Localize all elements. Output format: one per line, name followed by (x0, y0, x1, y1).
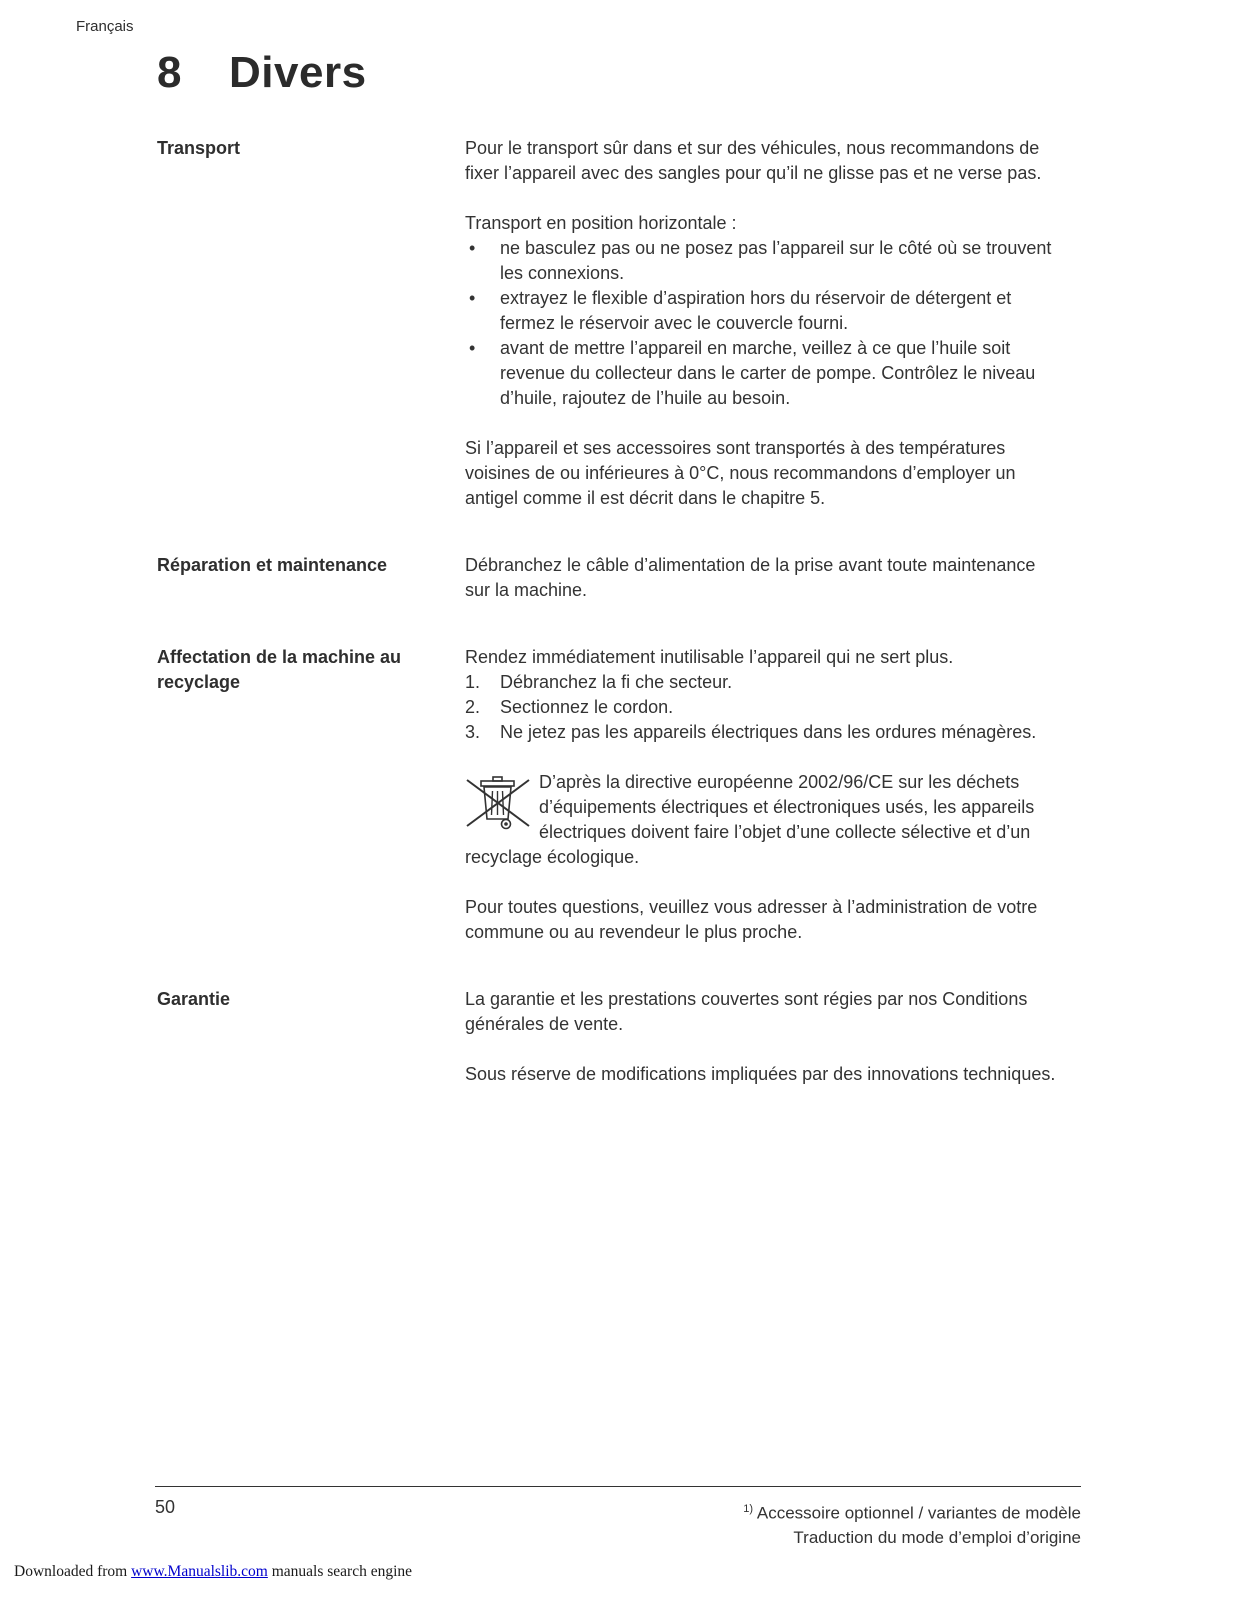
section-content-transport (465, 136, 1065, 511)
footnote-marker: 1) (743, 1503, 754, 1515)
chapter-number: 8 (157, 48, 182, 97)
language-label: Français (76, 18, 134, 35)
warranty-paragraph-2: Sous réserve de modifications impliquées par des innovations techniques. (465, 1064, 1056, 1084)
step-text: Débranchez la fi che secteur. (500, 672, 733, 692)
footer-notes (743, 1497, 1081, 1550)
bullet-marker: • (469, 238, 476, 258)
section-content-warranty (465, 987, 1065, 1087)
transport-intro: Transport en position horizontale : (465, 213, 737, 233)
section-recycling (157, 645, 1082, 945)
section-content-maintenance (465, 553, 1065, 603)
section-content-recycling (465, 645, 1065, 945)
list-item (465, 695, 1065, 720)
list-item (465, 336, 1065, 411)
list-item (465, 236, 1065, 286)
section-maintenance (157, 553, 1082, 603)
list-item (465, 720, 1065, 745)
transport-paragraph-1: Pour le transport sûr dans et sur des véhicules, nous recommandons de fixer l’appareil avec des sangles pour qu’il ne glisse pas et ne verse pas. (465, 138, 1042, 183)
recycling-paragraph-1: Rendez immédiatement inutilisable l’appareil qui ne sert plus. (465, 647, 954, 667)
recycling-weee-paragraph (465, 770, 1065, 870)
transport-paragraph-2: Si l’appareil et ses accessoires sont transportés à des températures voisines de ou inférieures à 0°C, nous recommandons d’employer un antigel comme il est décrit dans le chapitre 5. (465, 438, 1016, 508)
page-footer (155, 1486, 1081, 1550)
page-content (157, 48, 1082, 1087)
bullet-text: avant de mettre l’appareil en marche, veillez à ce que l’huile soit revenue du collecteur dans le carter de pompe. Contrôlez le niveau d’huile, rajoutez de l’huile au besoin. (500, 338, 1036, 408)
section-label-transport: Transport (157, 138, 241, 158)
section-transport (157, 136, 1082, 511)
step-number: 3. (465, 722, 481, 742)
chapter-title: Divers (229, 48, 367, 97)
list-item (465, 286, 1065, 336)
section-label-recycling: Affectation de la machine au recyclage (157, 647, 402, 692)
footnote-text: Accessoire optionnel / variantes de modèle (753, 1503, 1081, 1523)
bullet-marker: • (469, 288, 476, 308)
bullet-text: ne basculez pas ou ne posez pas l’appareil sur le côté où se trouvent les connexions. (500, 238, 1052, 283)
page-number: 50 (155, 1497, 176, 1517)
recycling-step-list (465, 670, 1065, 745)
weee-crossed-out-bin-icon (465, 772, 531, 834)
section-warranty (157, 987, 1082, 1087)
maintenance-paragraph-1: Débranchez le câble d’alimentation de la prise avant toute maintenance sur la machine. (465, 555, 1036, 600)
footer-note-line (743, 1497, 1081, 1526)
recycling-paragraph-2: D’après la directive européenne 2002/96/CE sur les déchets d’équipements électriques et électroniques usés, les appareils électriques doivent faire l’objet d’une collecte sélective et d’un recyclage écologique. (465, 772, 1035, 867)
footer-origin-line: Traduction du mode d’emploi d’origine (793, 1527, 1081, 1547)
list-item (465, 670, 1065, 695)
watermark-suffix: manuals search engine (267, 1563, 413, 1580)
download-watermark (14, 1563, 412, 1581)
recycling-paragraph-3: Pour toutes questions, veuillez vous adresser à l’administration de votre commune ou au revendeur le plus proche. (465, 897, 1038, 942)
warranty-paragraph-1: La garantie et les prestations couvertes sont régies par nos Conditions générales de vente. (465, 989, 1028, 1034)
step-text: Ne jetez pas les appareils électriques dans les ordures ménagères. (500, 722, 1037, 742)
step-number: 1. (465, 672, 481, 692)
bullet-marker: • (469, 338, 476, 358)
section-label-maintenance: Réparation et maintenance (157, 555, 388, 575)
manualslib-link[interactable]: www.Manualslib.com (131, 1563, 268, 1580)
watermark-prefix: Downloaded from (14, 1563, 132, 1580)
chapter-heading (157, 48, 1082, 98)
transport-bullet-list (465, 236, 1065, 411)
step-text: Sectionnez le cordon. (500, 697, 674, 717)
bullet-text: extrayez le flexible d’aspiration hors du réservoir de détergent et fermez le réservoir avec le couvercle fourni. (500, 288, 1012, 333)
section-label-warranty: Garantie (157, 989, 231, 1009)
step-number: 2. (465, 697, 481, 717)
